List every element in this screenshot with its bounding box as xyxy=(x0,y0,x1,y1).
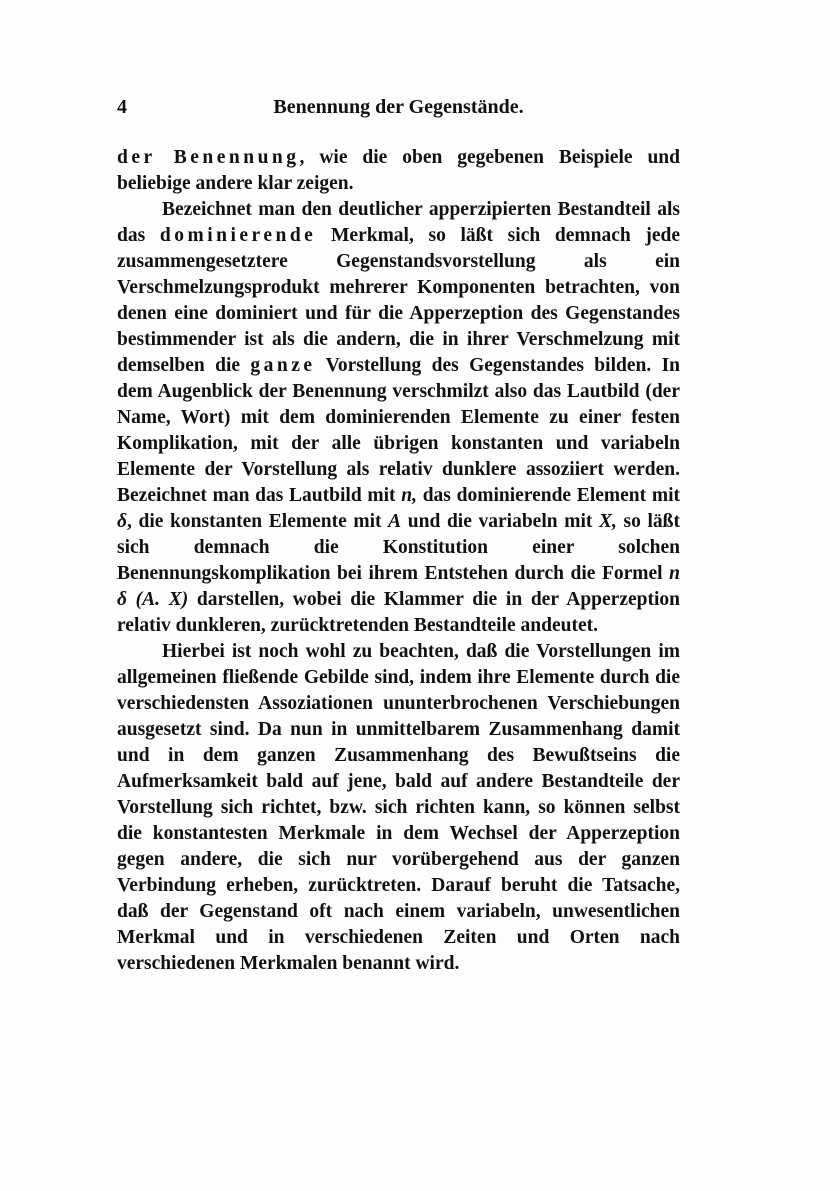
body-text xyxy=(117,145,680,977)
text-run: das dominierende Element mit xyxy=(417,485,680,506)
spaced-emphasis: ganze xyxy=(250,355,316,376)
text-run: Bezeichnet man den deutlicher apperzipierten Bestandteil als das xyxy=(117,199,680,246)
page-number: 4 xyxy=(117,96,127,118)
running-title: Benennung der Gegenstände. xyxy=(273,96,524,118)
page-header xyxy=(117,96,680,126)
formula-symbol: n δ (A. X) xyxy=(117,563,680,610)
formula-symbol: n, xyxy=(401,485,417,506)
text-run: Merkmal, so läßt sich demnach jede zusammengesetztere Gegenstandsvorstellung als ein Verschmelzungsprodukt mehrerer Komponenten betrachten, von denen eine dominiert und für die Apperzeption des Gegenstandes bestimmender ist als die andern, die in ihrer Verschmelzung mit demselben die xyxy=(117,225,681,376)
formula-symbol: δ xyxy=(117,511,127,532)
text-run: und die variabeln mit xyxy=(401,511,599,532)
paragraph xyxy=(117,145,680,197)
spaced-emphasis: dominierende xyxy=(159,225,317,246)
text-run: darstellen, wobei die Klammer die in der Apperzeption relativ dunkleren, zurücktretenden Bestandteile andeutet. xyxy=(117,589,680,636)
paragraph xyxy=(117,639,680,977)
text-run: Vorstellung des Gegenstandes bilden. In dem Augenblick der Benennung verschmilzt also das Lautbild (der Name, Wort) mit dem dominierenden Elemente zu einer festen Komplikation, mit der alle übrigen konstanten und variabeln Elemente der Vorstellung als relativ dunklere assoziiert werden. Bezeichnet man das Lautbild mit xyxy=(117,355,681,506)
text-run: , die konstanten Elemente mit xyxy=(127,511,389,532)
text-run: so läßt sich demnach die Konstitution einer solchen Benennungskomplikation bei ihrem Entstehen durch die Formel xyxy=(117,511,680,584)
formula-symbol: X, xyxy=(599,511,617,532)
spaced-emphasis: der Benennung xyxy=(117,147,300,168)
text-run: Hierbei ist noch wohl zu beachten, daß die Vorstellungen im allgemeinen fließende Gebilde sind, indem ihre Elemente durch die verschiedensten Assoziationen ununterbrochenen Verschiebungen ausgesetzt sind. Da nun in unmittelbarem Zusammenhang damit und in dem ganzen Zusammenhang des Bewußtseins die Aufmerksamkeit bald auf jene, bald auf andere Bestandteile der Vorstellung sich richtet, bzw. sich richten kann, so können selbst die konstantesten Merkmale in dem Wechsel der Apperzeption gegen andere, die sich nur vorübergehend aus der ganzen Verbindung erheben, zurücktreten. Darauf beruht die Tatsache, daß der Gegenstand oft nach einem variabeln, unwesentlichen Merkmal und in verschiedenen Zeiten und Orten nach verschiedenen Merkmalen benannt wird. xyxy=(117,641,680,974)
paragraph xyxy=(117,197,680,639)
formula-symbol: A xyxy=(388,511,402,532)
text-run: , wie die oben gegebenen Beispiele und beliebige andere klar zeigen. xyxy=(117,147,680,194)
